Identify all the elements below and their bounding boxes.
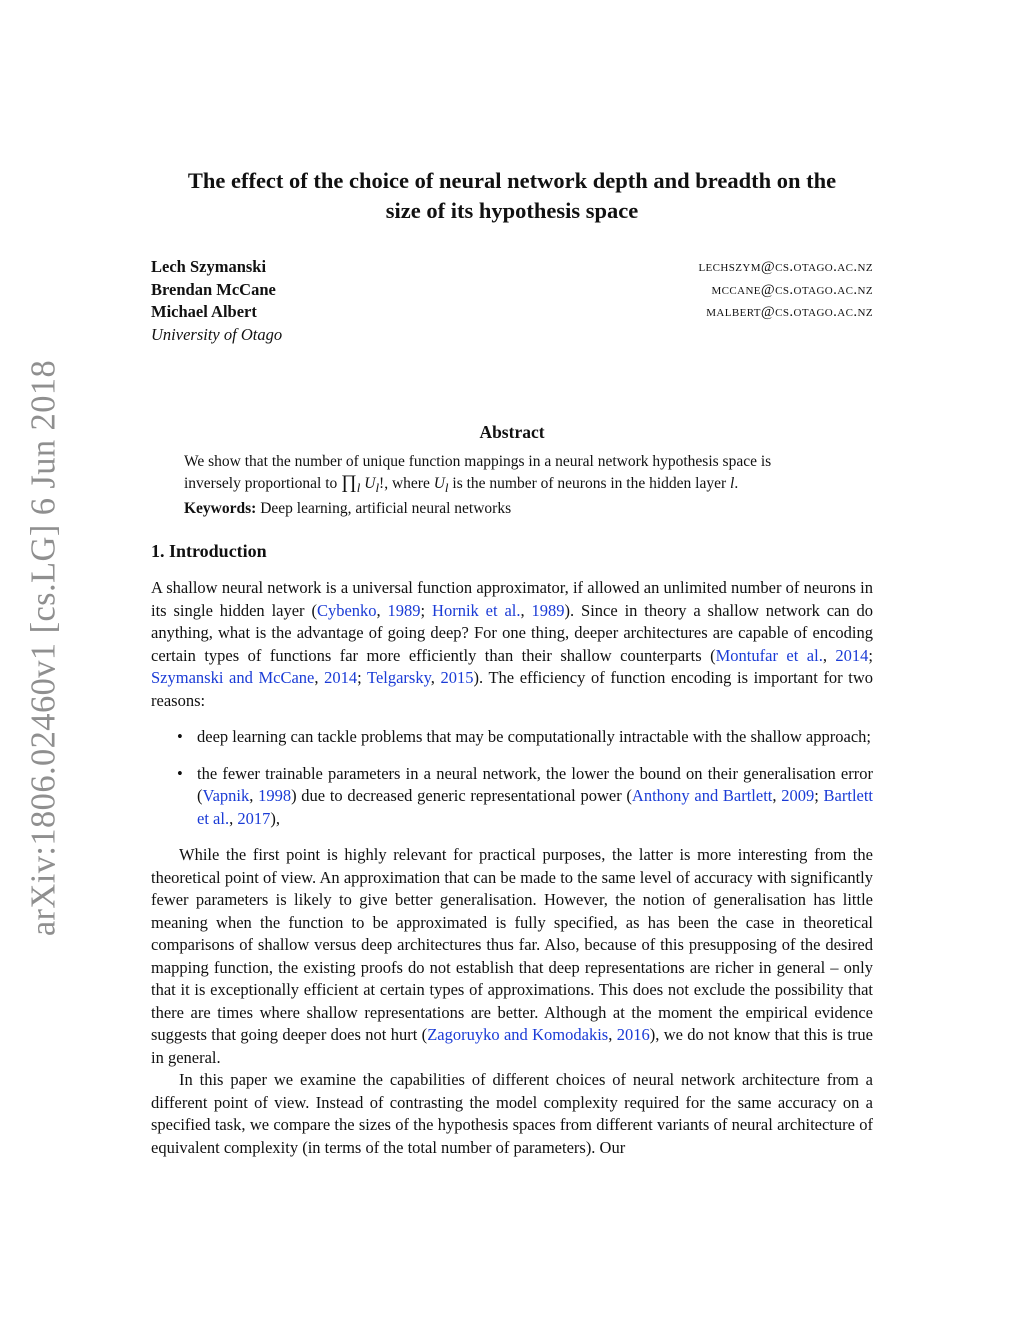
- paragraph: In this paper we examine the capabilities of different choices of neural network architecture from a different point of view. Instead of contrasting the model complexity required for the same accuracy on a specified task, we compare the sizes of the hypothesis spaces from different variants of neural architecture of equivalent complexity (in terms of the total number of parameters). Our: [151, 1070, 873, 1157]
- citation-link[interactable]: Cybenko: [316, 600, 377, 620]
- paragraph: A shallow neural network is a universal function approximator, if allowed an unlimited number of neurons in its single hidden layer (Cybenko, 1989; Hornik et al., 1989). Since in theory a shallow network can do anything, what is the advantage of going deep? For one thing, deeper architectures are capable of encoding certain types of functions far more efficiently than their shallow counterparts (Montufar et al., 2014; Szymanski and McCane, 2014; Telgarsky, 2015). The efficiency of function encoding is important for two reasons:: [151, 578, 874, 710]
- citation-link[interactable]: 1989: [531, 600, 565, 620]
- author-block: [151, 256, 873, 346]
- abstract-body: [184, 451, 840, 519]
- bullet-icon: •: [177, 763, 183, 783]
- reasons-list: [151, 726, 873, 830]
- citation-link[interactable]: Zagoruyko and Komodakis: [427, 1025, 609, 1044]
- author-name: Michael Albert: [151, 302, 257, 321]
- paper-title: [151, 166, 873, 226]
- arxiv-identifier-stamp: arXiv:1806.02460v1 [cs.LG] 6 Jun 2018: [24, 359, 63, 937]
- citation-link[interactable]: Anthony and Bartlett: [631, 786, 773, 805]
- citation-link[interactable]: 2014: [835, 645, 869, 665]
- citation-link[interactable]: Telgarsky: [367, 668, 431, 687]
- author-row: [151, 279, 873, 302]
- abstract-line: inversely proportional to $\prod_l$ $U_l$!, where $U_l$ is the number of neurons in the hidden layer l.: [184, 472, 739, 496]
- author-name: Brendan McCane: [151, 279, 276, 299]
- citation-link[interactable]: Montufar et al.: [715, 645, 823, 665]
- title-line-2: size of its hypothesis space: [385, 198, 639, 223]
- citation-link[interactable]: 2009: [781, 786, 815, 805]
- citation-link[interactable]: Vapnik: [202, 786, 250, 805]
- citation-link[interactable]: Bartlett et al.: [197, 786, 874, 828]
- product-symbol: ∏: [341, 472, 357, 493]
- affiliation: University of Otago: [151, 324, 283, 344]
- keywords-text: Deep learning, artificial neural networks: [260, 500, 512, 518]
- section-heading: 1. Introduction: [151, 541, 267, 561]
- citation-link[interactable]: 2014: [324, 668, 358, 687]
- bullet-icon: •: [177, 727, 183, 746]
- keywords-line: [184, 498, 840, 519]
- author-email[interactable]: malbert@cs.otago.ac.nz: [706, 304, 873, 320]
- author-email[interactable]: lechszym@cs.otago.ac.nz: [698, 259, 873, 275]
- keywords-label: Keywords:: [184, 500, 257, 518]
- citation-link[interactable]: Hornik et al.: [432, 600, 521, 620]
- author-email[interactable]: mccane@cs.otago.ac.nz: [711, 281, 873, 298]
- title-line-1: The effect of the choice of neural network depth and breadth on the: [187, 168, 837, 193]
- author-row: [151, 256, 873, 279]
- citation-link[interactable]: Szymanski and McCane: [151, 668, 315, 687]
- citation-link[interactable]: 1998: [258, 786, 292, 805]
- citation-link[interactable]: 2016: [616, 1025, 650, 1044]
- citation-link[interactable]: 2017: [237, 808, 271, 828]
- author-name: Lech Szymanski: [151, 257, 267, 276]
- author-row: [151, 301, 873, 324]
- list-item: • deep learning can tackle problems that may be computationally intractable with the shallow approach;: [151, 726, 873, 749]
- introduction-body: [151, 577, 873, 1159]
- citation-link[interactable]: 2015: [440, 668, 474, 687]
- abstract-line: We show that the number of unique function mappings in a neural network hypothesis space is: [184, 453, 772, 470]
- citation-link[interactable]: 1989: [387, 600, 421, 620]
- list-item: • the fewer trainable parameters in a neural network, the lower the bound on their generalisation error (Vapnik, 1998) due to decreased generic representational power (Anthony and Bartlett, 2009; Bartlett et al., 2017),: [177, 763, 874, 828]
- paragraph: While the first point is highly relevant for practical purposes, the latter is more interesting from the theoretical point of view. An approximation that can be made to the same level of accuracy with significantly fewer parameters is likely to give better generalisation. However, the notion of generalisation has little meaning when the function to be approximated is fully specified, as has been the case in theoretical comparisons of shallow versus deep architectures thus far. Also, because of this presupposing of the desired mapping function, the existing proofs do not establish that deep representations are richer in general – only that it is exceptionally efficient at certain types of approximations. This does not exclude the possibility that there are times where shallow representations are better. Although at the moment the empirical evidence suggests that going deeper does not hurt (Zagoruyko and Komodakis, 2016), we do not know that this is true in general.: [151, 845, 873, 1067]
- abstract-heading: Abstract: [479, 422, 545, 442]
